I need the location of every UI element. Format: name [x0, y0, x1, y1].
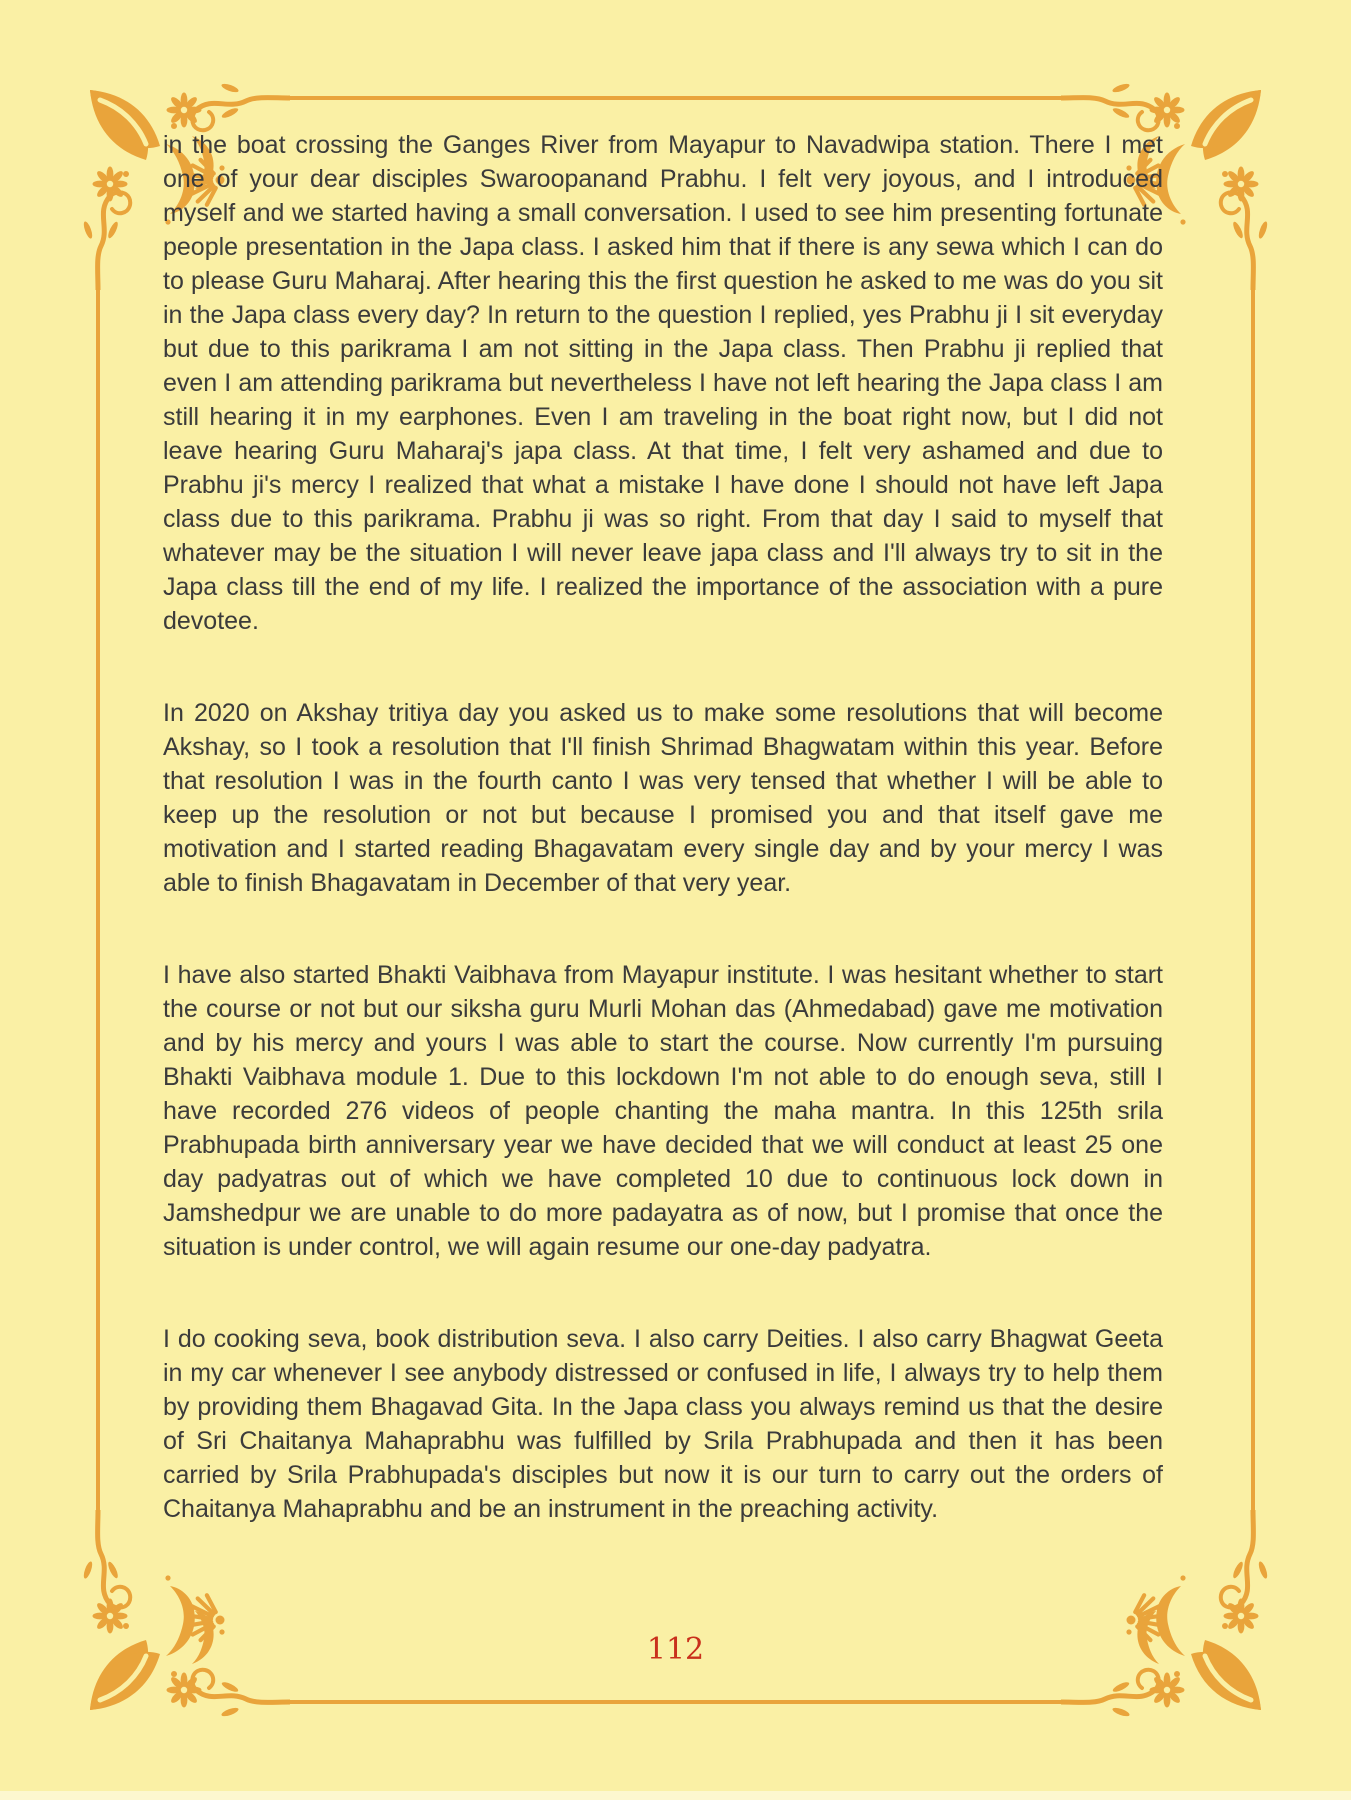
- page-bottom-edge: [0, 1791, 1351, 1800]
- paragraph-1: in the boat crossing the Ganges River from Mayapur to Navadwipa station. There I met one of your dear disciples Swaroopanand Prabhu. I felt very joyous, and I introduced myself and we started having a small conversation. I used to see him presenting fortunate people presentation in the Japa class. I asked him that if there is any sewa which I can do to please Guru Maharaj. After hearing this the first question he asked to me was do you sit in the Japa class every day? In return to the question I replied, yes Prabhu ji I sit everyday but due to this parikrama I am not sitting in the Japa class. Then Prabhu ji replied that even I am attending parikrama but nevertheless I have not left hearing the Japa class I am still hearing it in my earphones. Even I am traveling in the boat right now, but I did not leave hearing Guru Maharaj's japa class. At that time, I felt very ashamed and due to Prabhu ji's mercy I realized that what a mistake I have done I should not have left Japa class due to this parikrama. Prabhu ji was so right. From that day I said to myself that whatever may be the situation I will never leave japa class and I'll always try to sit in the Japa class till the end of my life. I realized the importance of the association with a pure devotee.: [163, 131, 1163, 635]
- paragraph-2: In 2020 on Akshay tritiya day you asked us to make some resolutions that will become Akshay, so I took a resolution that I'll finish Shrimad Bhagwatam within this year. Before that resolution I was in the fourth canto I was very tensed that whether I will be able to keep up the resolution or not but because I promised you and that itself gave me motivation and I started reading Bhagavatam every single day and by your mercy I was able to finish Bhagavatam in December of that very year.: [163, 699, 1163, 897]
- page-number: 112: [646, 1632, 705, 1667]
- border-line-top: [288, 96, 1063, 100]
- paragraph-3: I have also started Bhakti Vaibhava from Mayapur institute. I was hesitant whether to start the course or not but our siksha guru Murli Mohan das (Ahmedabad) gave me motivation and by his mercy and yours I was able to start the course. Now currently I'm pursuing Bhakti Vaibhava module 1. Due to this lockdown I'm not able to do enough seva, still I have recorded 276 videos of people chanting the maha mantra. In this 125th srila Prabhupada birth anniversary year we have decided that we will conduct at least 25 one day padyatras out of which we have completed 10 due to continuous lock down in Jamshedpur we are unable to do more padayatra as of now, but I promise that once the situation is under control, we will again resume our one-day padyatra.: [163, 961, 1163, 1261]
- floral-corner-ornament-bottom-left: [80, 1510, 290, 1720]
- border-line-right: [1251, 288, 1255, 1512]
- border-line-left: [96, 288, 100, 1512]
- border-line-bottom: [288, 1700, 1063, 1704]
- paragraph-4: I do cooking seva, book distribution seva. I also carry Deities. I also carry Bhagwat Geeta in my car whenever I see anybody distressed or confused in life, I always try to help them by providing them Bhagavad Gita. In the Japa class you always remind us that the desire of Sri Chaitanya Mahaprabhu was fulfilled by Srila Prabhupada and then it has been carried by Srila Prabhupada's disciples but now it is our turn to carry out the orders of Chaitanya Mahaprabhu and be an instrument in the preaching activity.: [163, 1325, 1163, 1523]
- floral-corner-ornament-bottom-right: [1061, 1510, 1271, 1720]
- page-body-text: [163, 128, 1163, 1526]
